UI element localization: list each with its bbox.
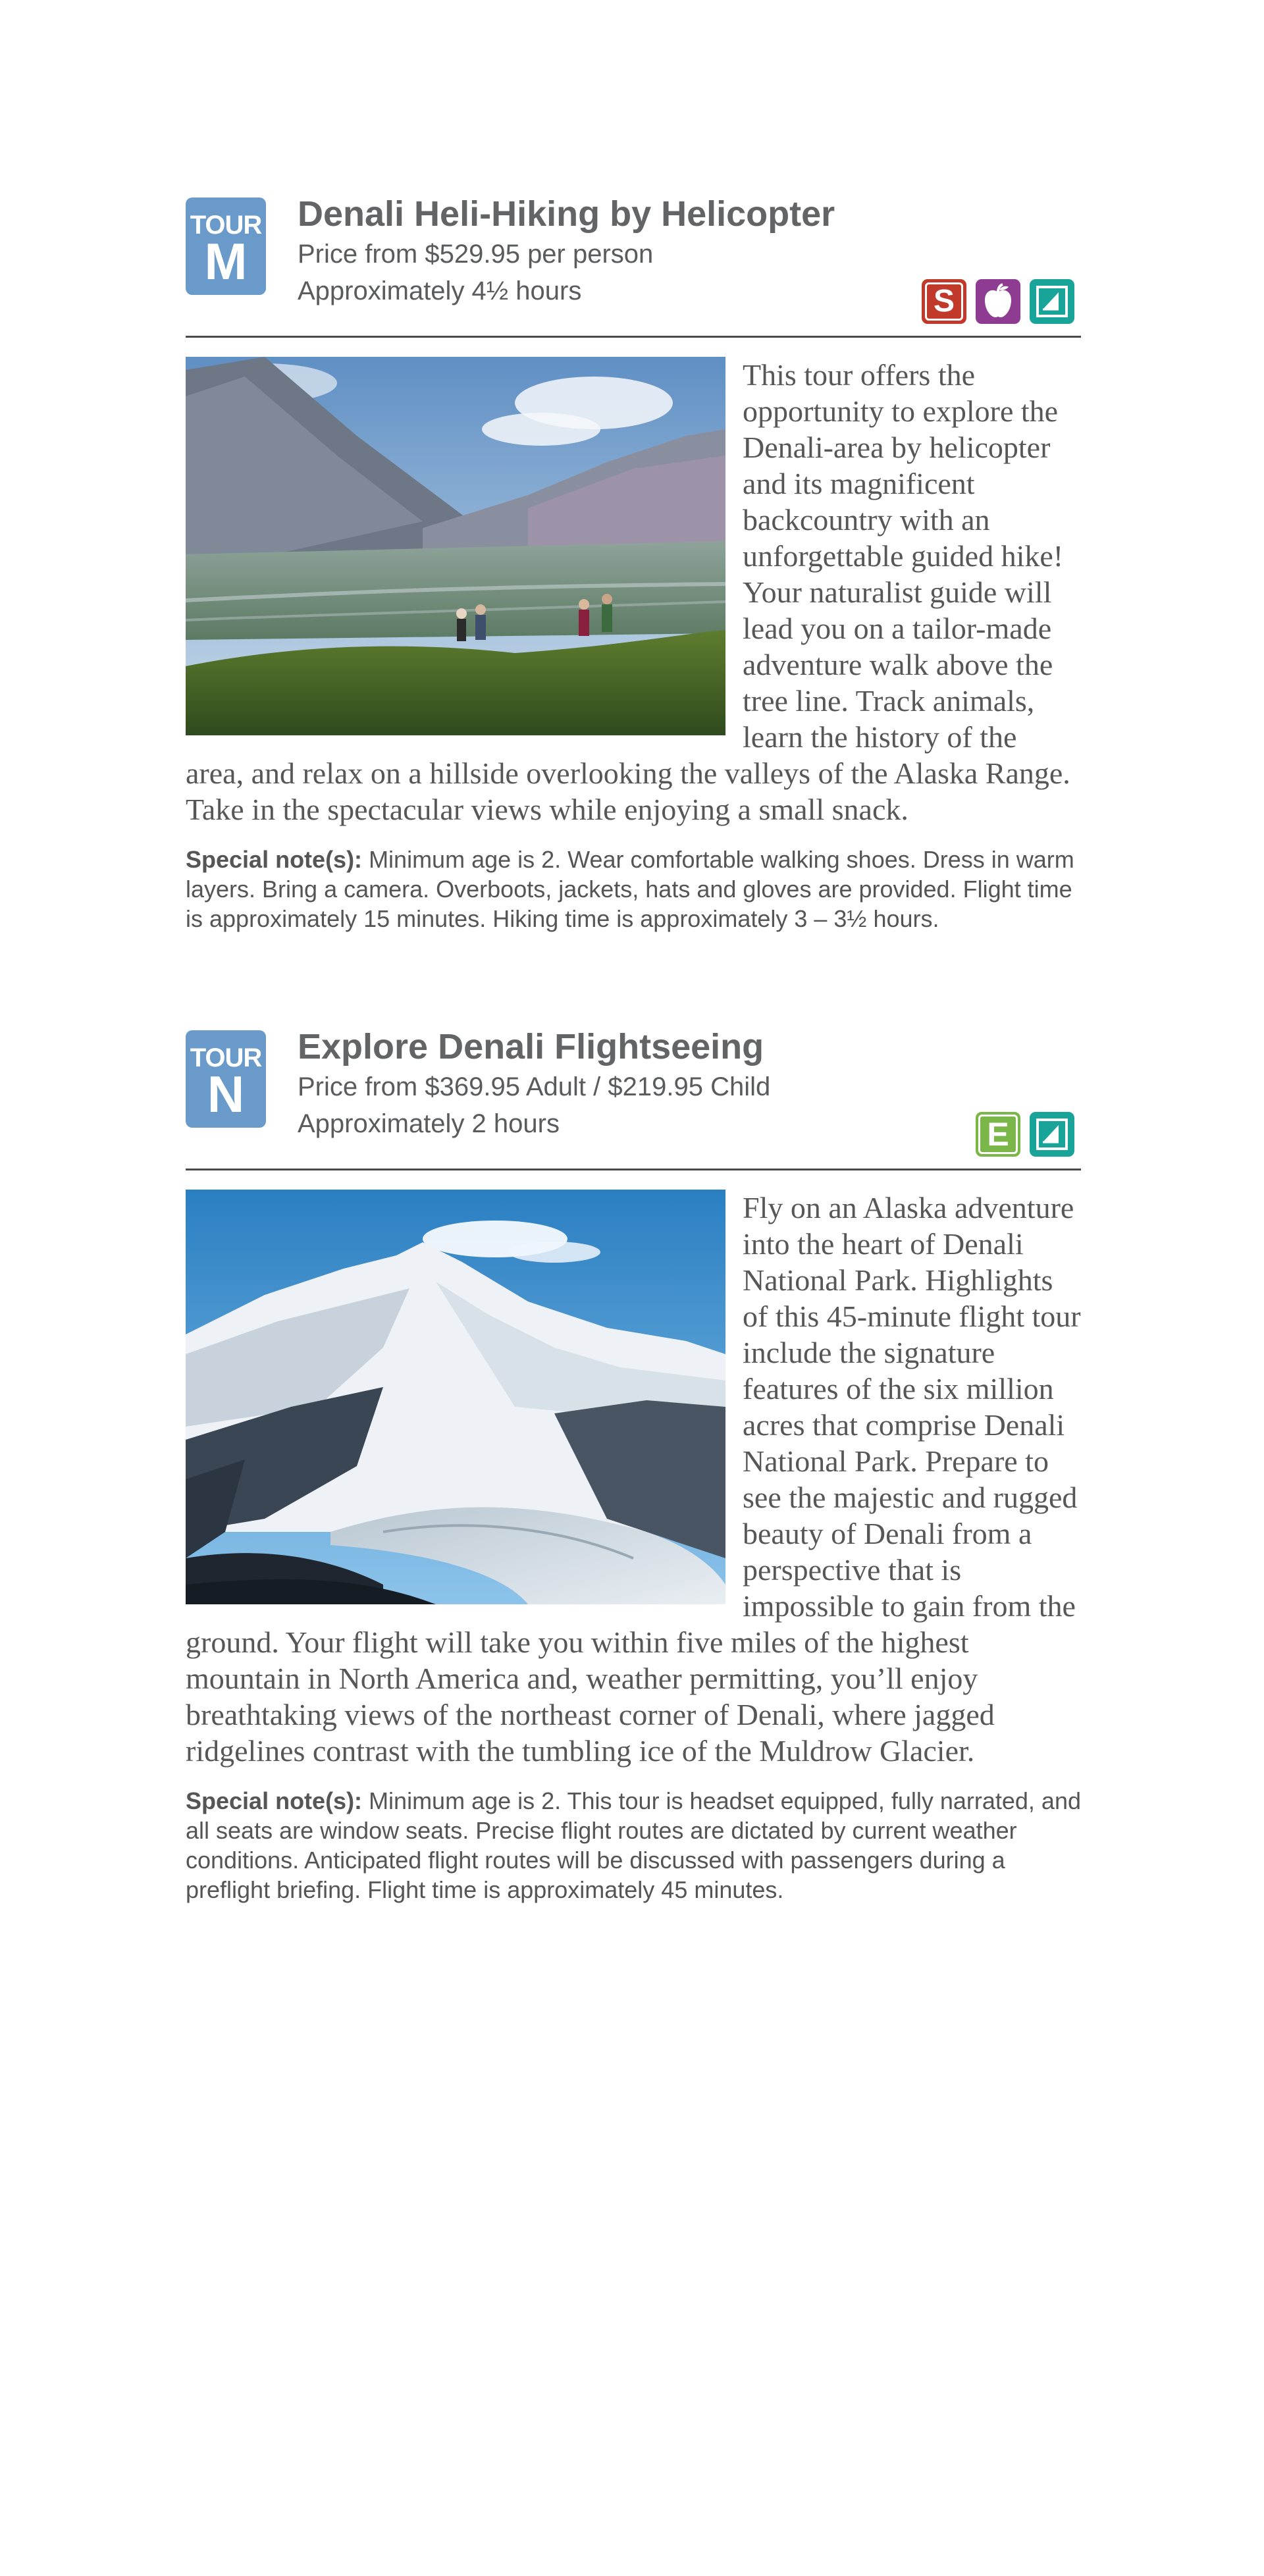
e-icon: E [976, 1112, 1020, 1157]
heli-hiking-photo [186, 357, 725, 735]
tour-badge-label: TOUR [190, 211, 262, 240]
tour-price: Price from $369.95 Adult / $219.95 Child [298, 1072, 771, 1101]
tour-card-m [186, 194, 1081, 933]
tour-body [186, 1170, 1081, 1905]
tour-icons [976, 1112, 1074, 1157]
tour-header [186, 1027, 1081, 1170]
tour-duration: Approximately 4½ hours [298, 276, 582, 305]
denali-mountain-photo [186, 1190, 725, 1604]
header-divider [186, 336, 1081, 338]
special-note-text: Minimum age is 2. This tour is headset equipped, fully narrated, and all seats are window seats. Precise flight routes are dictated by current weather conditions. Anticipated flight routes will be discussed with passengers during a preflight briefing. Flight time is approximately 45 minutes. [186, 1787, 1081, 1903]
tour-title: Explore Denali Flightseeing [298, 1027, 764, 1066]
tour-badge-label: TOUR [190, 1043, 262, 1072]
special-note-text: Minimum age is 2. Wear comfortable walking shoes. Dress in warm layers. Bring a camera. Overboots, jackets, hats and gloves are provided. Flight time is approximately 15 minutes. Hiking time is approximately 3 – 3½ hours. [186, 846, 1074, 932]
tour-badge-letter: M [204, 232, 248, 290]
special-note [186, 1769, 1081, 1905]
header-divider [186, 1169, 1081, 1170]
tour-duration: Approximately 2 hours [298, 1109, 560, 1138]
tour-badge [186, 197, 266, 295]
tour-body [186, 337, 1081, 933]
tour-icons [922, 279, 1074, 324]
book-icon [1030, 1112, 1074, 1157]
s-icon: S [922, 279, 966, 324]
tour-description: Fly on an Alaska adventure into the heart of Denali National Park. Highlights of this 45-minute flight tour include the signature features of the six million acres that comprise Denali National Park. Prepare to see the majestic and rugged beauty of Denali from a perspective that is impossible to gain from the ground. Your flight will take you within five miles of the highest mountain in North America and, weather permitting, you’ll enjoy breathtaking views of the northeast corner of Denali, where jagged ridgelines contrast with the tumbling ice of the Muldrow Glacier. [186, 1191, 1081, 1768]
tour-badge [186, 1030, 266, 1128]
tour-price: Price from $529.95 per person [298, 240, 654, 269]
special-note-label: Special note(s): [186, 1787, 363, 1814]
book-icon [1030, 279, 1074, 324]
tour-badge-letter: N [207, 1065, 245, 1123]
tour-title: Denali Heli-Hiking by Helicopter [298, 194, 835, 234]
tour-header [186, 194, 1081, 337]
tour-card-n [186, 1027, 1081, 1905]
special-note-label: Special note(s): [186, 846, 363, 873]
apple-icon [976, 279, 1020, 324]
special-note [186, 828, 1081, 933]
tour-description: This tour offers the opportunity to explore the Denali-area by helicopter and its magnificent backcountry with an unforgettable guided hike! Your naturalist guide will lead you on a tailor-made adventure walk above the tree line. Track animals, learn the history of the area, and relax on a hillside overlooking the valleys of the Alaska Range. Take in the spectacular views while enjoying a small snack. [186, 358, 1070, 826]
